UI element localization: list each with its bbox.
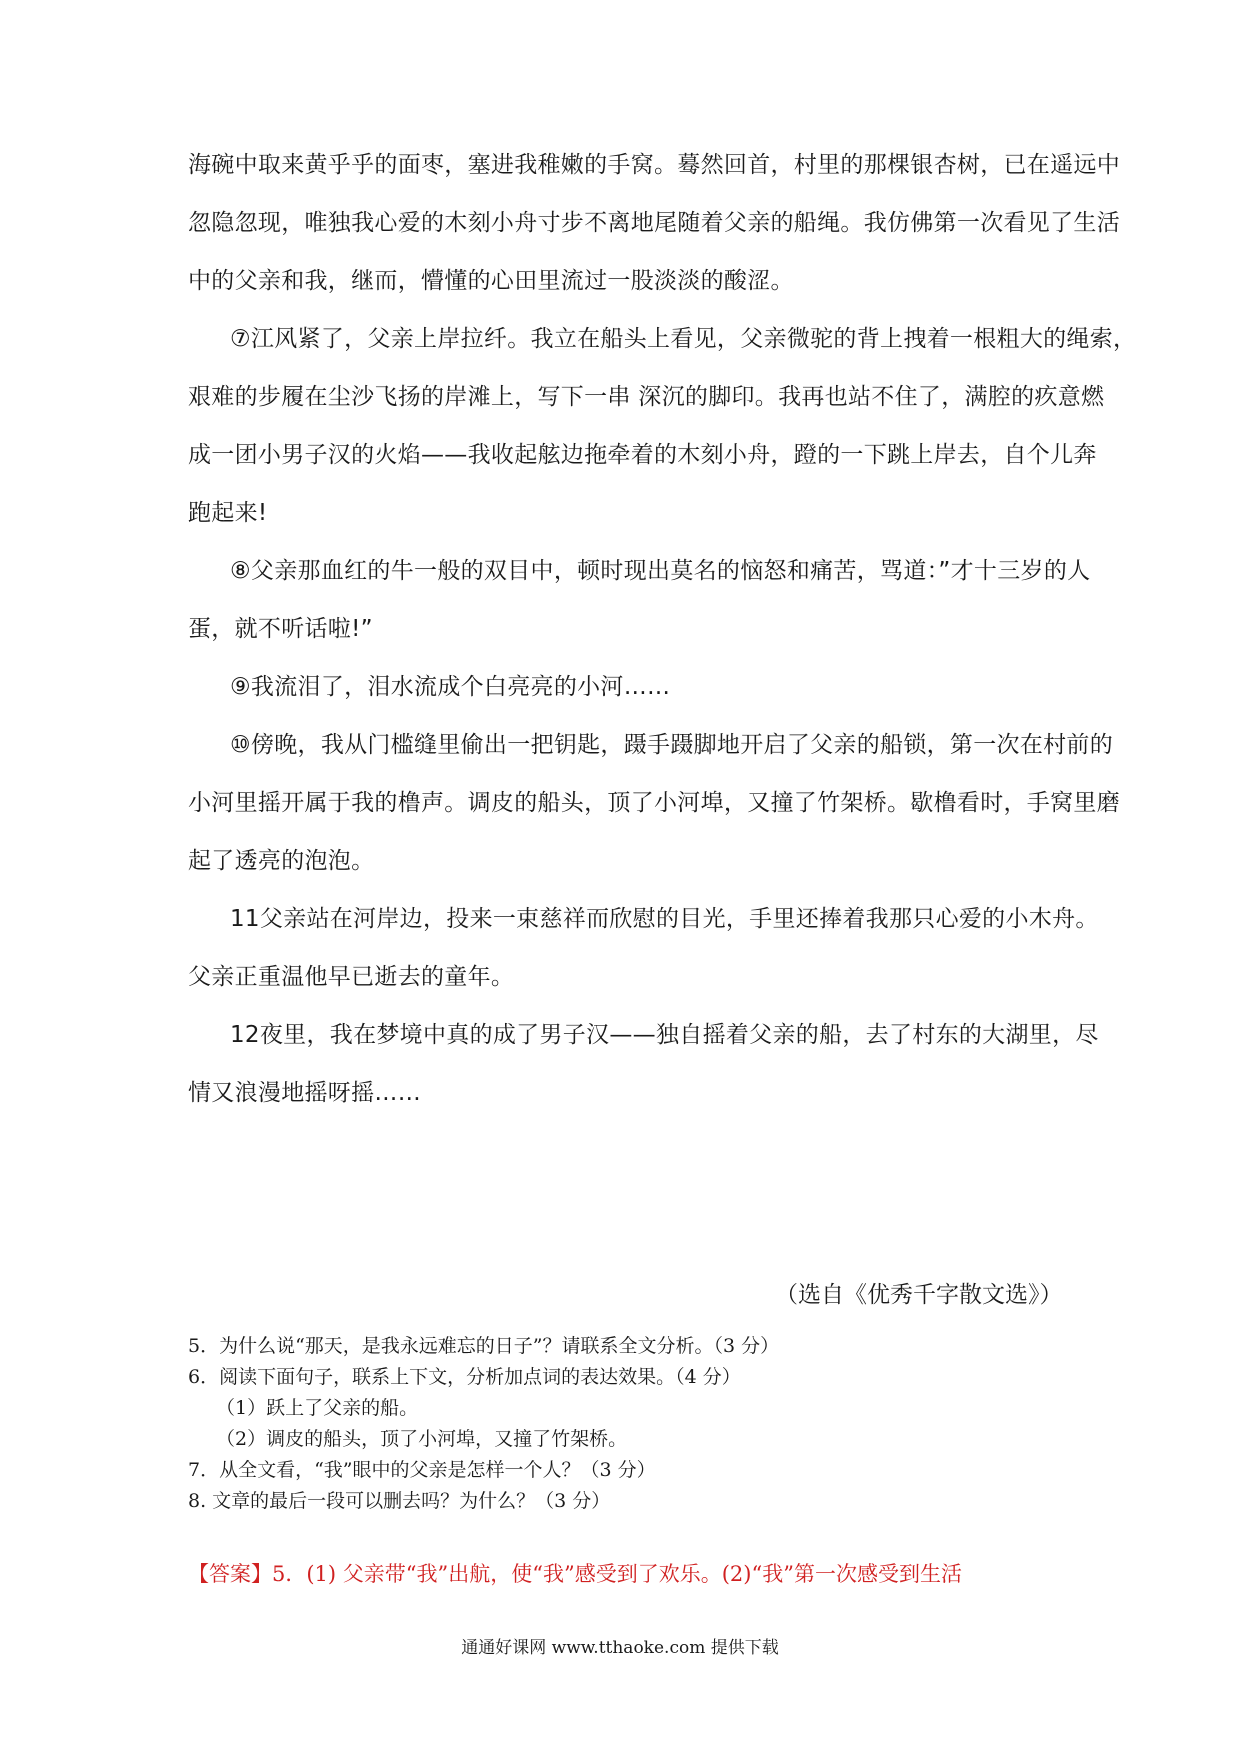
passage-line: 父亲正重温他早已逝去的童年。 <box>188 964 515 990</box>
question-8: 8. 文章的最后一段可以删去吗？为什么？（3 分） <box>188 1490 611 1512</box>
passage-line: 艰难的步履在尘沙飞扬的岸滩上，写下一串 深沉的脚印。我再也站不住了，满腔的疚意燃 <box>188 384 1105 410</box>
passage-line: 中的父亲和我，继而，懵懂的心田里流过一股淡淡的酸涩。 <box>188 268 794 294</box>
passage-line: 忽隐忽现，唯独我心爱的木刻小舟寸步不离地尾随着父亲的船绳。我仿佛第一次看见了生活 <box>188 210 1120 236</box>
passage-line: 情又浪漫地摇呀摇…… <box>188 1080 421 1106</box>
passage-line: ⑨我流泪了，泪水流成个白亮亮的小河…… <box>230 674 671 700</box>
passage-line: 蛋，就不听话啦!” <box>188 616 373 642</box>
passage-line: 起了透亮的泡泡。 <box>188 848 375 874</box>
question-6: 6．阅读下面句子，联系上下文，分析加点词的表达效果。（4 分） <box>188 1366 741 1388</box>
passage-line: 11父亲站在河岸边，投来一束慈祥而欣慰的目光，手里还捧着我那只心爱的小木舟。 <box>230 906 1099 932</box>
answer-line <box>188 1560 962 1588</box>
question-6-item-1: （1）跃上了父亲的船。 <box>216 1397 419 1419</box>
page-footer: 通通好课网 www.tthaoke.com 提供下载 <box>461 1638 779 1658</box>
passage-line: 海碗中取来黄乎乎的面枣，塞进我稚嫩的手窝。蓦然回首，村里的那棵银杏树，已在遥远中 <box>188 152 1120 178</box>
question-5: 5．为什么说“那天，是我永远难忘的日子”？请联系全文分析。（3 分） <box>188 1335 780 1357</box>
passage-line: ⑦江风紧了，父亲上岸拉纤。我立在船头上看见，父亲微驼的背上拽着一根粗大的绳索， <box>230 326 1137 352</box>
passage-line: 小河里摇开属于我的橹声。调皮的船头，顶了小河埠，又撞了竹架桥。歇橹看时，手窝里磨 <box>188 790 1120 816</box>
answer-text: 5．(1) 父亲带“我”出航，使“我”感受到了欢乐。(2)“我”第一次感受到生活 <box>272 1562 962 1586</box>
answer-tag: 【答案】 <box>188 1562 272 1586</box>
passage-line: 跑起来! <box>188 500 268 526</box>
passage-line: ⑩傍晚，我从门槛缝里偷出一把钥匙，蹑手蹑脚地开启了父亲的船锁，第一次在村前的 <box>230 732 1114 758</box>
question-7: 7．从全文看，“我”眼中的父亲是怎样一个人？（3 分） <box>188 1459 656 1481</box>
passage-source: （选自《优秀千字散文选》） <box>775 1282 1063 1308</box>
passage-line: 成一团小男子汉的火焰——我收起舷边拖牵着的木刻小舟，蹬的一下跳上岸去，自个儿奔 <box>188 442 1097 468</box>
passage-line: 12夜里，我在梦境中真的成了男子汉——独自摇着父亲的船，去了村东的大湖里，尽 <box>230 1022 1099 1048</box>
question-6-item-2: （2）调皮的船头，顶了小河埠，又撞了竹架桥。 <box>216 1428 628 1450</box>
passage-line: ⑧父亲那血红的牛一般的双目中，顿时现出莫名的恼怒和痛苦，骂道：”才十三岁的人 <box>230 558 1091 584</box>
